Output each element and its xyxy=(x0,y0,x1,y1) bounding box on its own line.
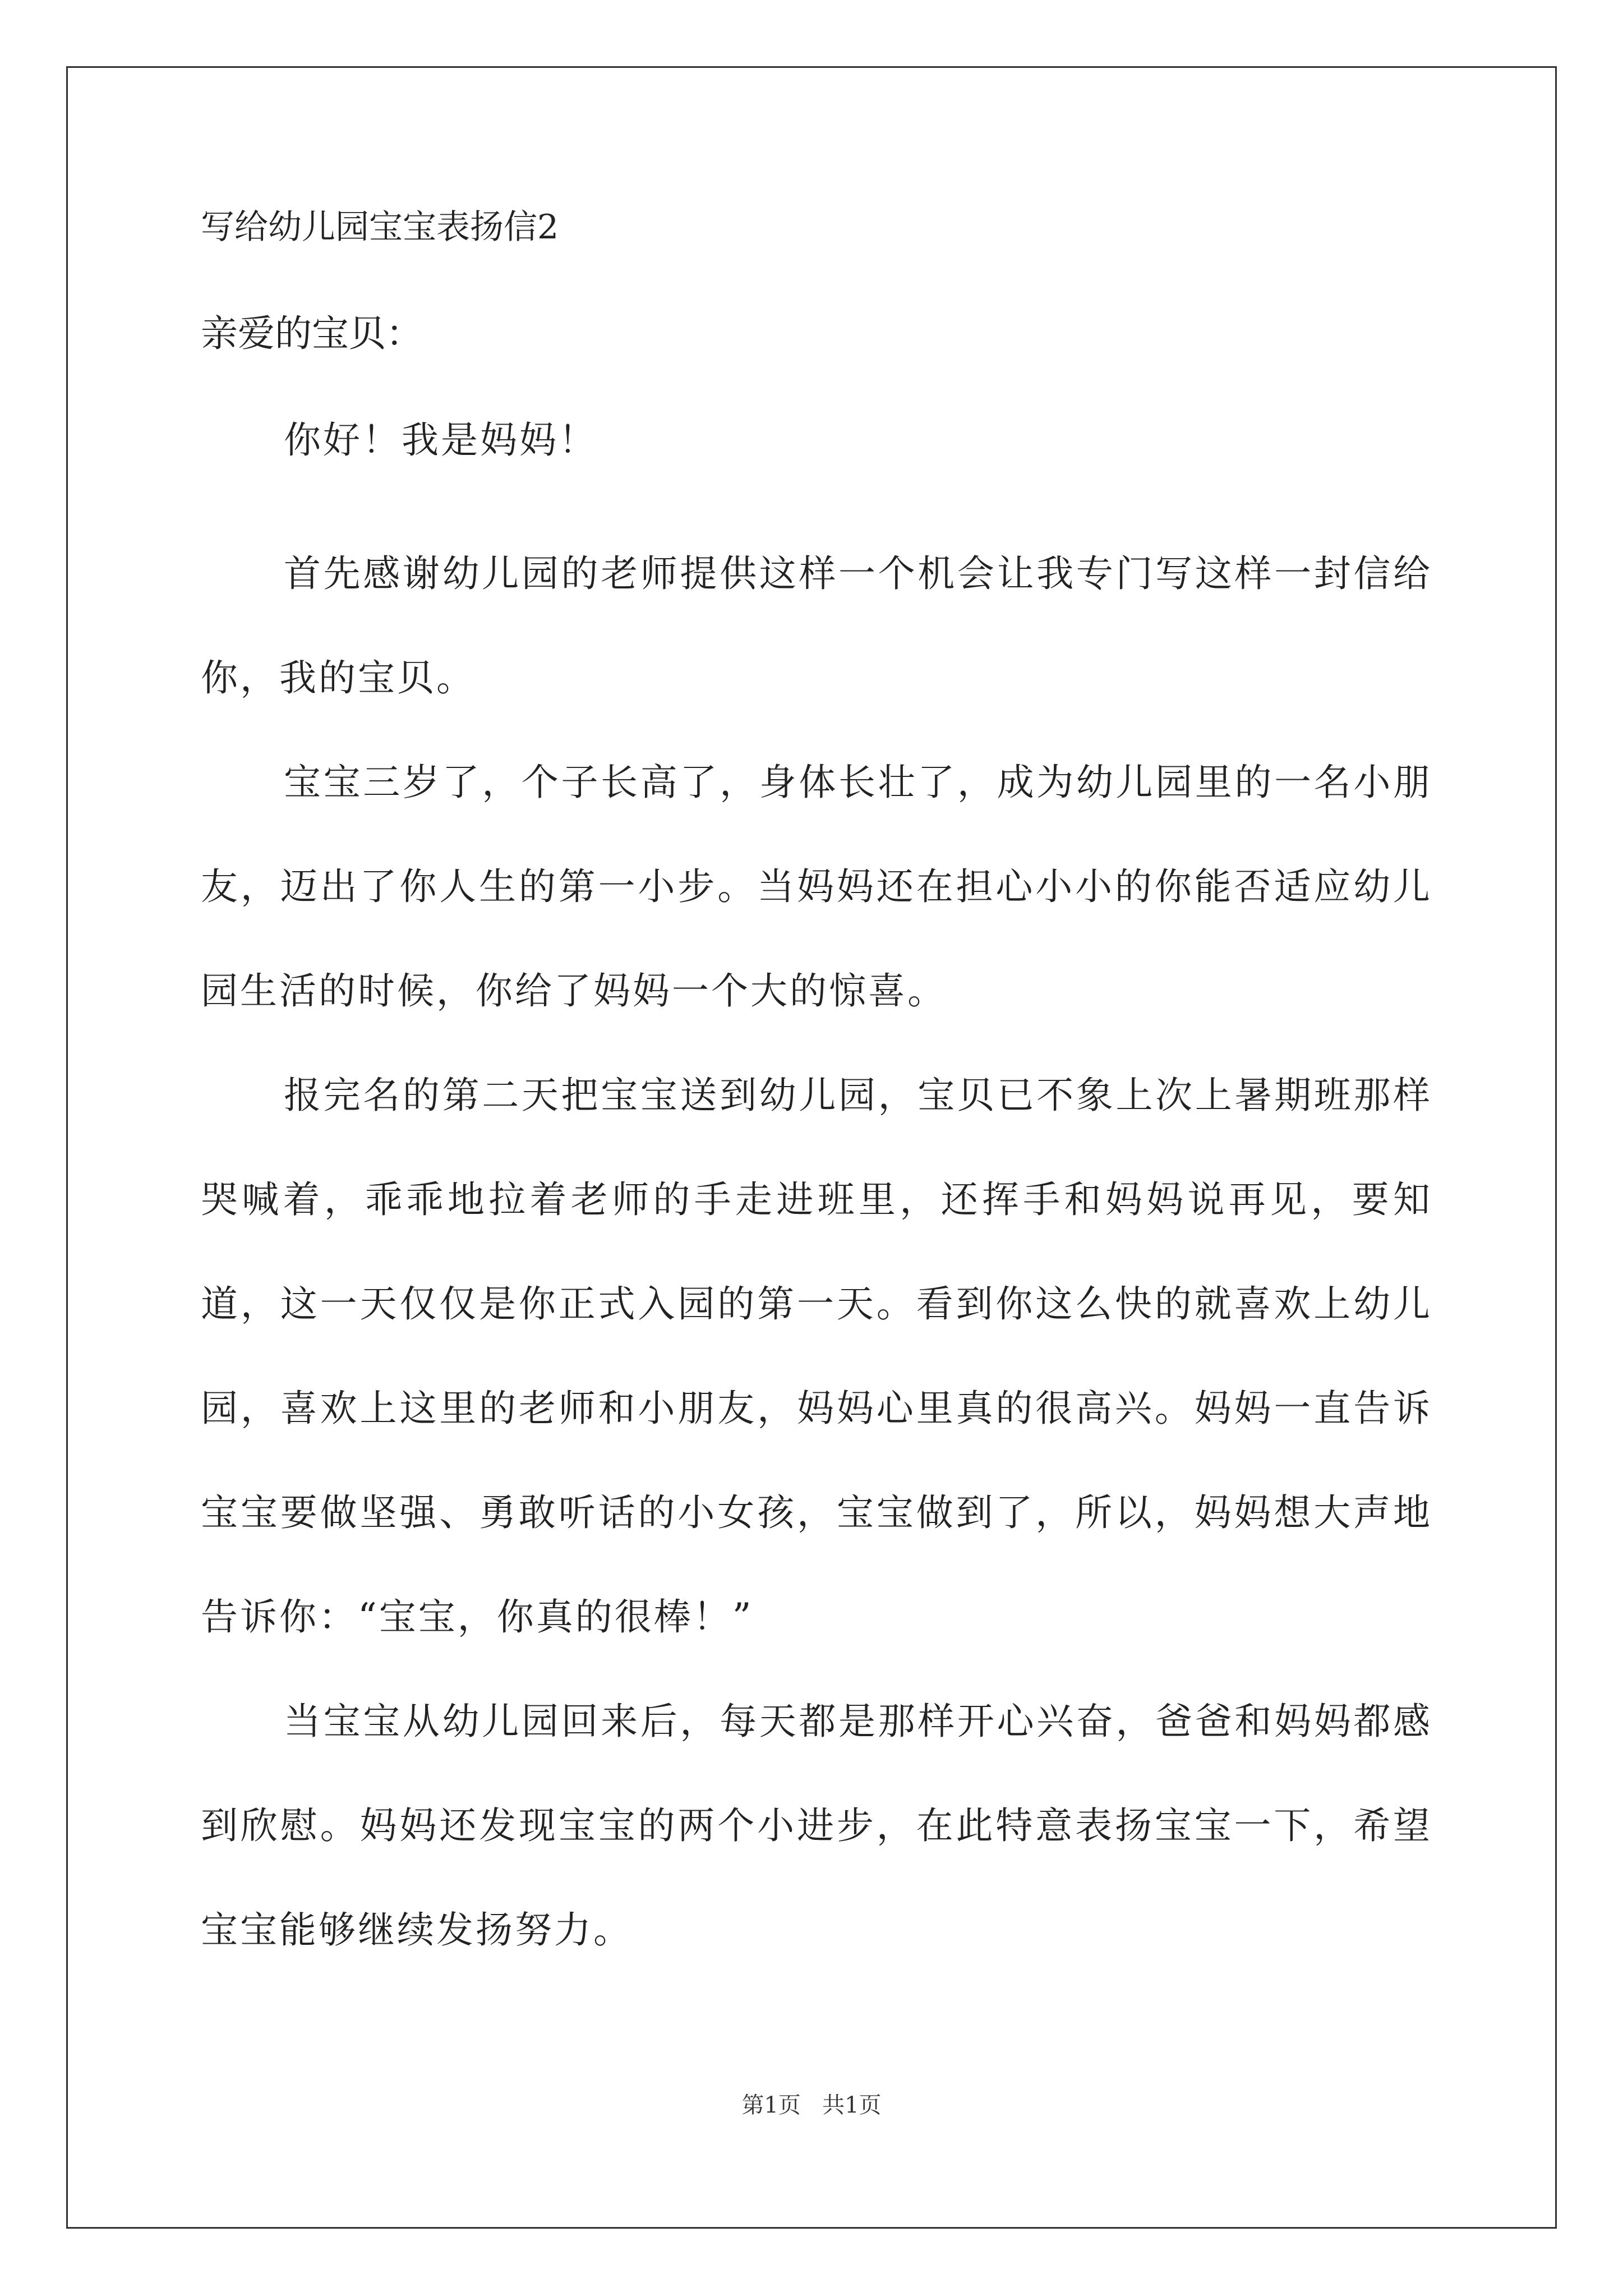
paragraph-progress: 当宝宝从幼儿园回来后，每天都是那样开心兴奋，爸爸和妈妈都感到欣慰。妈妈还发现宝宝的两个小进步，在此特意表扬宝宝一下，希望宝宝能够继续发扬努力。 xyxy=(201,1700,1432,1952)
page-footer xyxy=(0,2091,1623,2119)
paragraph-thanks: 首先感谢幼儿园的老师提供这样一个机会让我专门写这样一封信给你，我的宝贝。 xyxy=(201,552,1432,700)
document-title: 写给幼儿园宝宝表扬信2 xyxy=(201,208,559,247)
paragraph-greeting: 你好！我是妈妈！ xyxy=(284,418,598,462)
page-number: 第1页 xyxy=(741,2092,801,2118)
page-total: 共1页 xyxy=(822,2092,882,2118)
paragraph-growth: 宝宝三岁了，个子长高了，身体长壮了，成为幼儿园里的一名小朋友，迈出了你人生的第一小步。当妈妈还在担心小小的你能否适应幼儿园生活的时候，你给了妈妈一个大的惊喜。 xyxy=(201,761,1432,1013)
paragraph-first-day: 报完名的第二天把宝宝送到幼儿园，宝贝已不象上次上暑期班那样哭喊着，乖乖地拉着老师的手走进班里，还挥手和妈妈说再见，要知道，这一天仅仅是你正式入园的第一天。看到你这么快的就喜欢上幼儿园，喜欢上这里的老师和小朋友，妈妈心里真的很高兴。妈妈一直告诉宝宝要做坚强、勇敢听话的小女孩，宝宝做到了，所以，妈妈想大声地告诉你：“宝宝，你真的很棒！” xyxy=(201,1074,1432,1639)
document-body xyxy=(201,202,1432,1982)
salutation: 亲爱的宝贝： xyxy=(201,312,423,355)
